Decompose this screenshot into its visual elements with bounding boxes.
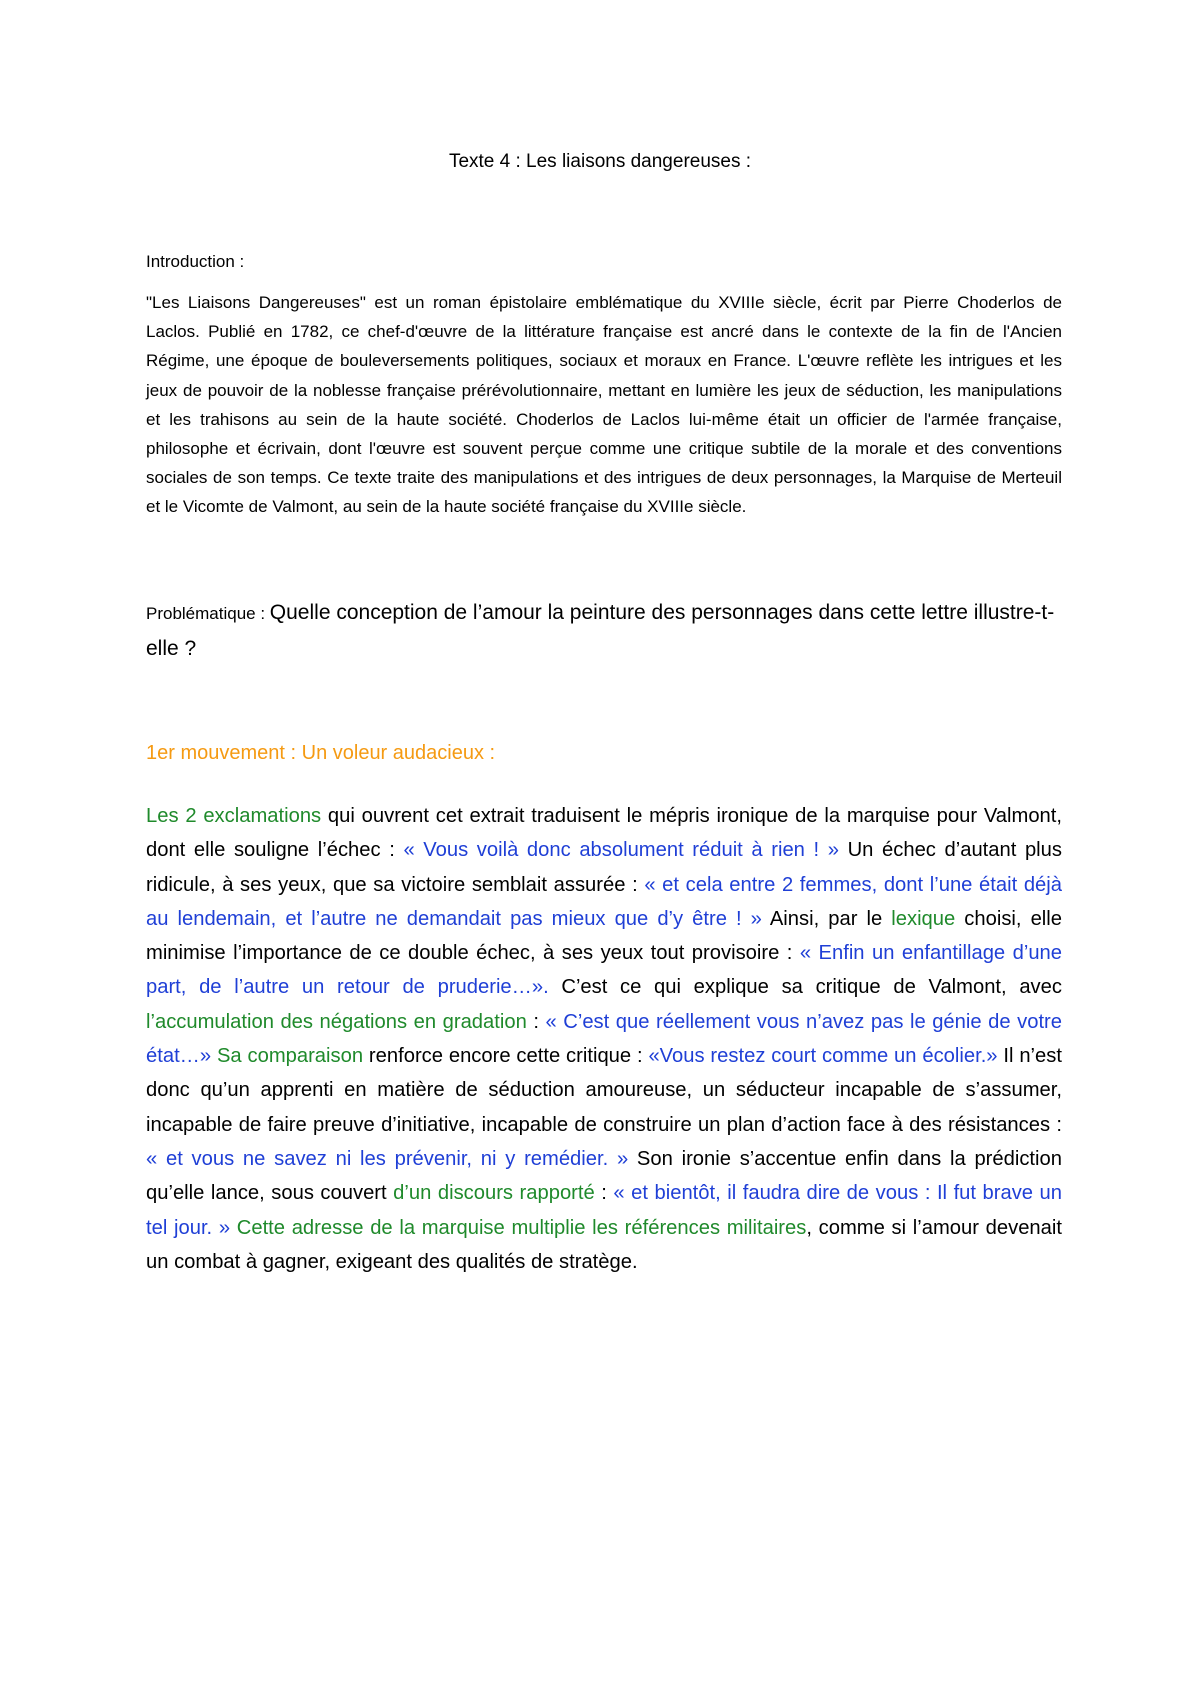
movement-heading: 1er mouvement : Un voleur audacieux : xyxy=(146,742,496,764)
analysis-text: renforce encore cette critique : xyxy=(363,1045,649,1068)
problematique-question: Quelle conception de l’amour la peinture des personnages dans cette lettre illustre-t-elle ? xyxy=(146,601,1055,660)
introduction-paragraph: "Les Liaisons Dangereuses" est un roman épistolaire emblématique du XVIIIe siècle, écrit par Pierre Choderlos de Laclos. Publié en 1782, ce chef-d'œuvre de la littérature française est ancré dans le contexte de la fin de l'Ancien Régime, une époque de bouleversements politiques, sociaux et moraux en France. L'œuvre reflète les intrigues et les jeux de pouvoir de la noblesse française prérévolutionnaire, mettant en lumière les jeux de séduction, les manipulations et les trahisons au sein de la haute société. Choderlos de Laclos lui-même était un officier de l'armée française, philosophe et écrivain, dont l'œuvre est souvent perçue comme une critique subtile de la morale et des conventions sociales de son temps. Ce texte traite des manipulations et des intrigues de deux personnages, la Marquise de Merteuil et le Vicomte de Valmont, au sein de la haute société française du XVIIIe siècle. xyxy=(146,293,1062,517)
analysis-text: C’est ce qui explique sa critique de Valmont, avec xyxy=(548,976,1062,999)
stylistic-device-text: Sa comparaison xyxy=(211,1045,364,1068)
stylistic-device-text: Cette adresse de la marquise multiplie les références militaires xyxy=(230,1216,807,1239)
stylistic-device-text: Les 2 exclamations xyxy=(146,805,322,827)
analysis-paragraph xyxy=(146,799,1062,1279)
stylistic-device-text: l’accumulation des négations en gradation xyxy=(146,1010,527,1033)
analysis-text: , comme si l’amour devenait un combat à gagner, exigeant des qualités de stratège. xyxy=(146,1216,1062,1273)
quotation-text: « C’est que réellement vous n’avez pas le génie de votre état…» xyxy=(146,1010,1063,1068)
analysis-text: : xyxy=(594,1182,614,1205)
problematique-label: Problématique : xyxy=(146,604,270,623)
problematique-paragraph xyxy=(146,596,1062,668)
quotation-text: « Vous voilà donc absolument réduit à rien ! » xyxy=(403,839,839,862)
quotation-text: « et cela entre 2 femmes, dont l’une était déjà au lendemain, et l’autre ne demandait pas mieux que d’y être ! » xyxy=(146,873,1062,930)
analysis-text: Son ironie s’accentue enfin dans la prédiction qu’elle lance, sous couvert xyxy=(146,1147,1062,1205)
document-title: Texte 4 : Les liaisons dangereuses : xyxy=(448,151,752,172)
analysis-text: Il n’est donc qu’un apprenti en matière de séduction amoureuse, un séducteur incapable de s’assumer, incapable de faire preuve d’initiative, incapable de construire un plan d’action face à des résistances : xyxy=(146,1045,1062,1136)
analysis-text: Un échec d’autant plus ridicule, à ses yeux, que sa victoire semblait assurée : xyxy=(146,839,1062,896)
analysis-text: qui ouvrent cet extrait traduisent le mépris ironique de la marquise pour Valmont, dont elle souligne l’échec : xyxy=(146,805,1062,862)
quotation-text: « Enfin un enfantillage d’une part, de l’autre un retour de pruderie…». xyxy=(146,942,1062,999)
stylistic-device-text: lexique xyxy=(891,907,956,930)
analysis-text: Ainsi, par le xyxy=(761,907,892,930)
quotation-text: « et vous ne savez ni les prévenir, ni y remédier. » xyxy=(146,1147,629,1170)
analysis-text: choisi, elle minimise l’importance de ce double échec, à ses yeux tout provisoire : xyxy=(146,907,1063,965)
analysis-text: : xyxy=(526,1010,546,1033)
introduction-heading: Introduction : xyxy=(146,252,245,271)
stylistic-device-text: d’un discours rapporté xyxy=(393,1182,595,1205)
quotation-text: « et bientôt, il faudra dire de vous : Il fut brave un tel jour. » xyxy=(146,1182,1063,1239)
quotation-text: «Vous restez court comme un écolier.» xyxy=(648,1045,998,1068)
